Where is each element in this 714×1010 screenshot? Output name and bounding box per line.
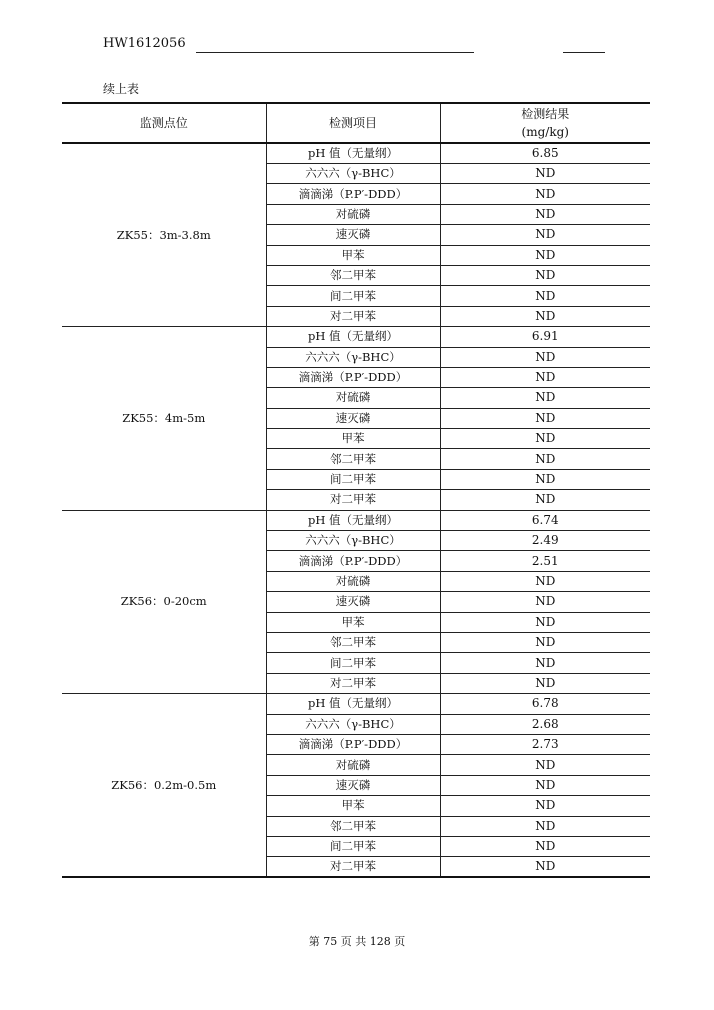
result-cell: ND: [440, 286, 650, 306]
item-cell: 甲苯: [266, 612, 440, 632]
site-cell: ZK55：3m-3.8m: [62, 143, 266, 327]
item-cell: 对硫磷: [266, 204, 440, 224]
item-cell: 六六六（γ-BHC）: [266, 531, 440, 551]
result-cell: ND: [440, 796, 650, 816]
header-rule-short: [563, 52, 605, 53]
item-cell: 滴滴涕（P.P′-DDD）: [266, 367, 440, 387]
item-cell: pH 值（无量纲）: [266, 327, 440, 347]
result-cell: ND: [440, 592, 650, 612]
item-cell: 邻二甲苯: [266, 816, 440, 836]
result-cell: ND: [440, 204, 650, 224]
result-cell: ND: [440, 408, 650, 428]
item-column-header: 检测项目: [266, 103, 440, 143]
result-cell: ND: [440, 306, 650, 326]
result-cell: ND: [440, 490, 650, 510]
item-cell: 甲苯: [266, 796, 440, 816]
result-cell: ND: [440, 449, 650, 469]
site-cell: ZK56：0.2m-0.5m: [62, 694, 266, 878]
item-cell: 速灭磷: [266, 775, 440, 795]
item-cell: 对二甲苯: [266, 857, 440, 878]
result-cell: ND: [440, 388, 650, 408]
result-cell: 6.78: [440, 694, 650, 714]
item-cell: 速灭磷: [266, 225, 440, 245]
result-cell: 2.73: [440, 734, 650, 754]
site-column-header: 监测点位: [62, 103, 266, 143]
table-row: [62, 327, 650, 347]
table-body: [62, 143, 650, 877]
result-cell: ND: [440, 836, 650, 856]
result-column-header: [440, 103, 650, 143]
item-cell: 对硫磷: [266, 388, 440, 408]
item-cell: 间二甲苯: [266, 286, 440, 306]
item-cell: 对硫磷: [266, 571, 440, 591]
result-cell: ND: [440, 755, 650, 775]
item-cell: 滴滴涕（P.P′-DDD）: [266, 734, 440, 754]
item-cell: 对二甲苯: [266, 673, 440, 693]
item-cell: 邻二甲苯: [266, 449, 440, 469]
header-rule: [196, 52, 474, 53]
item-cell: 六六六（γ-BHC）: [266, 164, 440, 184]
result-cell: ND: [440, 632, 650, 652]
result-cell: ND: [440, 653, 650, 673]
result-cell: ND: [440, 245, 650, 265]
item-cell: 滴滴涕（P.P′-DDD）: [266, 551, 440, 571]
site-cell: ZK55：4m-5m: [62, 327, 266, 511]
result-cell: ND: [440, 775, 650, 795]
item-cell: 速灭磷: [266, 408, 440, 428]
result-cell: 6.74: [440, 510, 650, 530]
result-cell: ND: [440, 857, 650, 878]
item-cell: 邻二甲苯: [266, 632, 440, 652]
item-cell: 六六六（γ-BHC）: [266, 347, 440, 367]
result-cell: ND: [440, 367, 650, 387]
site-cell: ZK56：0-20cm: [62, 510, 266, 694]
result-cell: ND: [440, 164, 650, 184]
item-cell: 六六六（γ-BHC）: [266, 714, 440, 734]
table-row: [62, 143, 650, 164]
item-cell: pH 值（无量纲）: [266, 143, 440, 164]
item-cell: 滴滴涕（P.P′-DDD）: [266, 184, 440, 204]
item-cell: pH 值（无量纲）: [266, 694, 440, 714]
result-cell: ND: [440, 429, 650, 449]
table-row: [62, 510, 650, 530]
result-cell: 2.49: [440, 531, 650, 551]
table-row: [62, 694, 650, 714]
item-cell: 对二甲苯: [266, 306, 440, 326]
item-cell: 甲苯: [266, 429, 440, 449]
result-cell: ND: [440, 347, 650, 367]
result-header-unit: (mg/kg): [521, 125, 569, 139]
result-cell: ND: [440, 571, 650, 591]
item-cell: 邻二甲苯: [266, 265, 440, 285]
item-cell: 甲苯: [266, 245, 440, 265]
table-header-row: [62, 103, 650, 143]
result-cell: 6.91: [440, 327, 650, 347]
item-cell: 对二甲苯: [266, 490, 440, 510]
page-number: 第 75 页 共 128 页: [308, 935, 406, 948]
item-cell: 间二甲苯: [266, 836, 440, 856]
result-cell: ND: [440, 184, 650, 204]
result-cell: ND: [440, 816, 650, 836]
result-header-title: 检测结果: [521, 107, 570, 121]
result-cell: 2.68: [440, 714, 650, 734]
item-cell: 速灭磷: [266, 592, 440, 612]
item-cell: 间二甲苯: [266, 469, 440, 489]
result-cell: ND: [440, 612, 650, 632]
result-cell: 6.85: [440, 143, 650, 164]
item-cell: pH 值（无量纲）: [266, 510, 440, 530]
item-cell: 间二甲苯: [266, 653, 440, 673]
result-cell: ND: [440, 469, 650, 489]
continuation-label: 续上表: [103, 82, 140, 96]
result-cell: ND: [440, 265, 650, 285]
results-table: [62, 102, 650, 878]
result-cell: ND: [440, 225, 650, 245]
result-cell: ND: [440, 673, 650, 693]
result-cell: 2.51: [440, 551, 650, 571]
item-cell: 对硫磷: [266, 755, 440, 775]
document-id: HW1612056: [103, 36, 186, 51]
